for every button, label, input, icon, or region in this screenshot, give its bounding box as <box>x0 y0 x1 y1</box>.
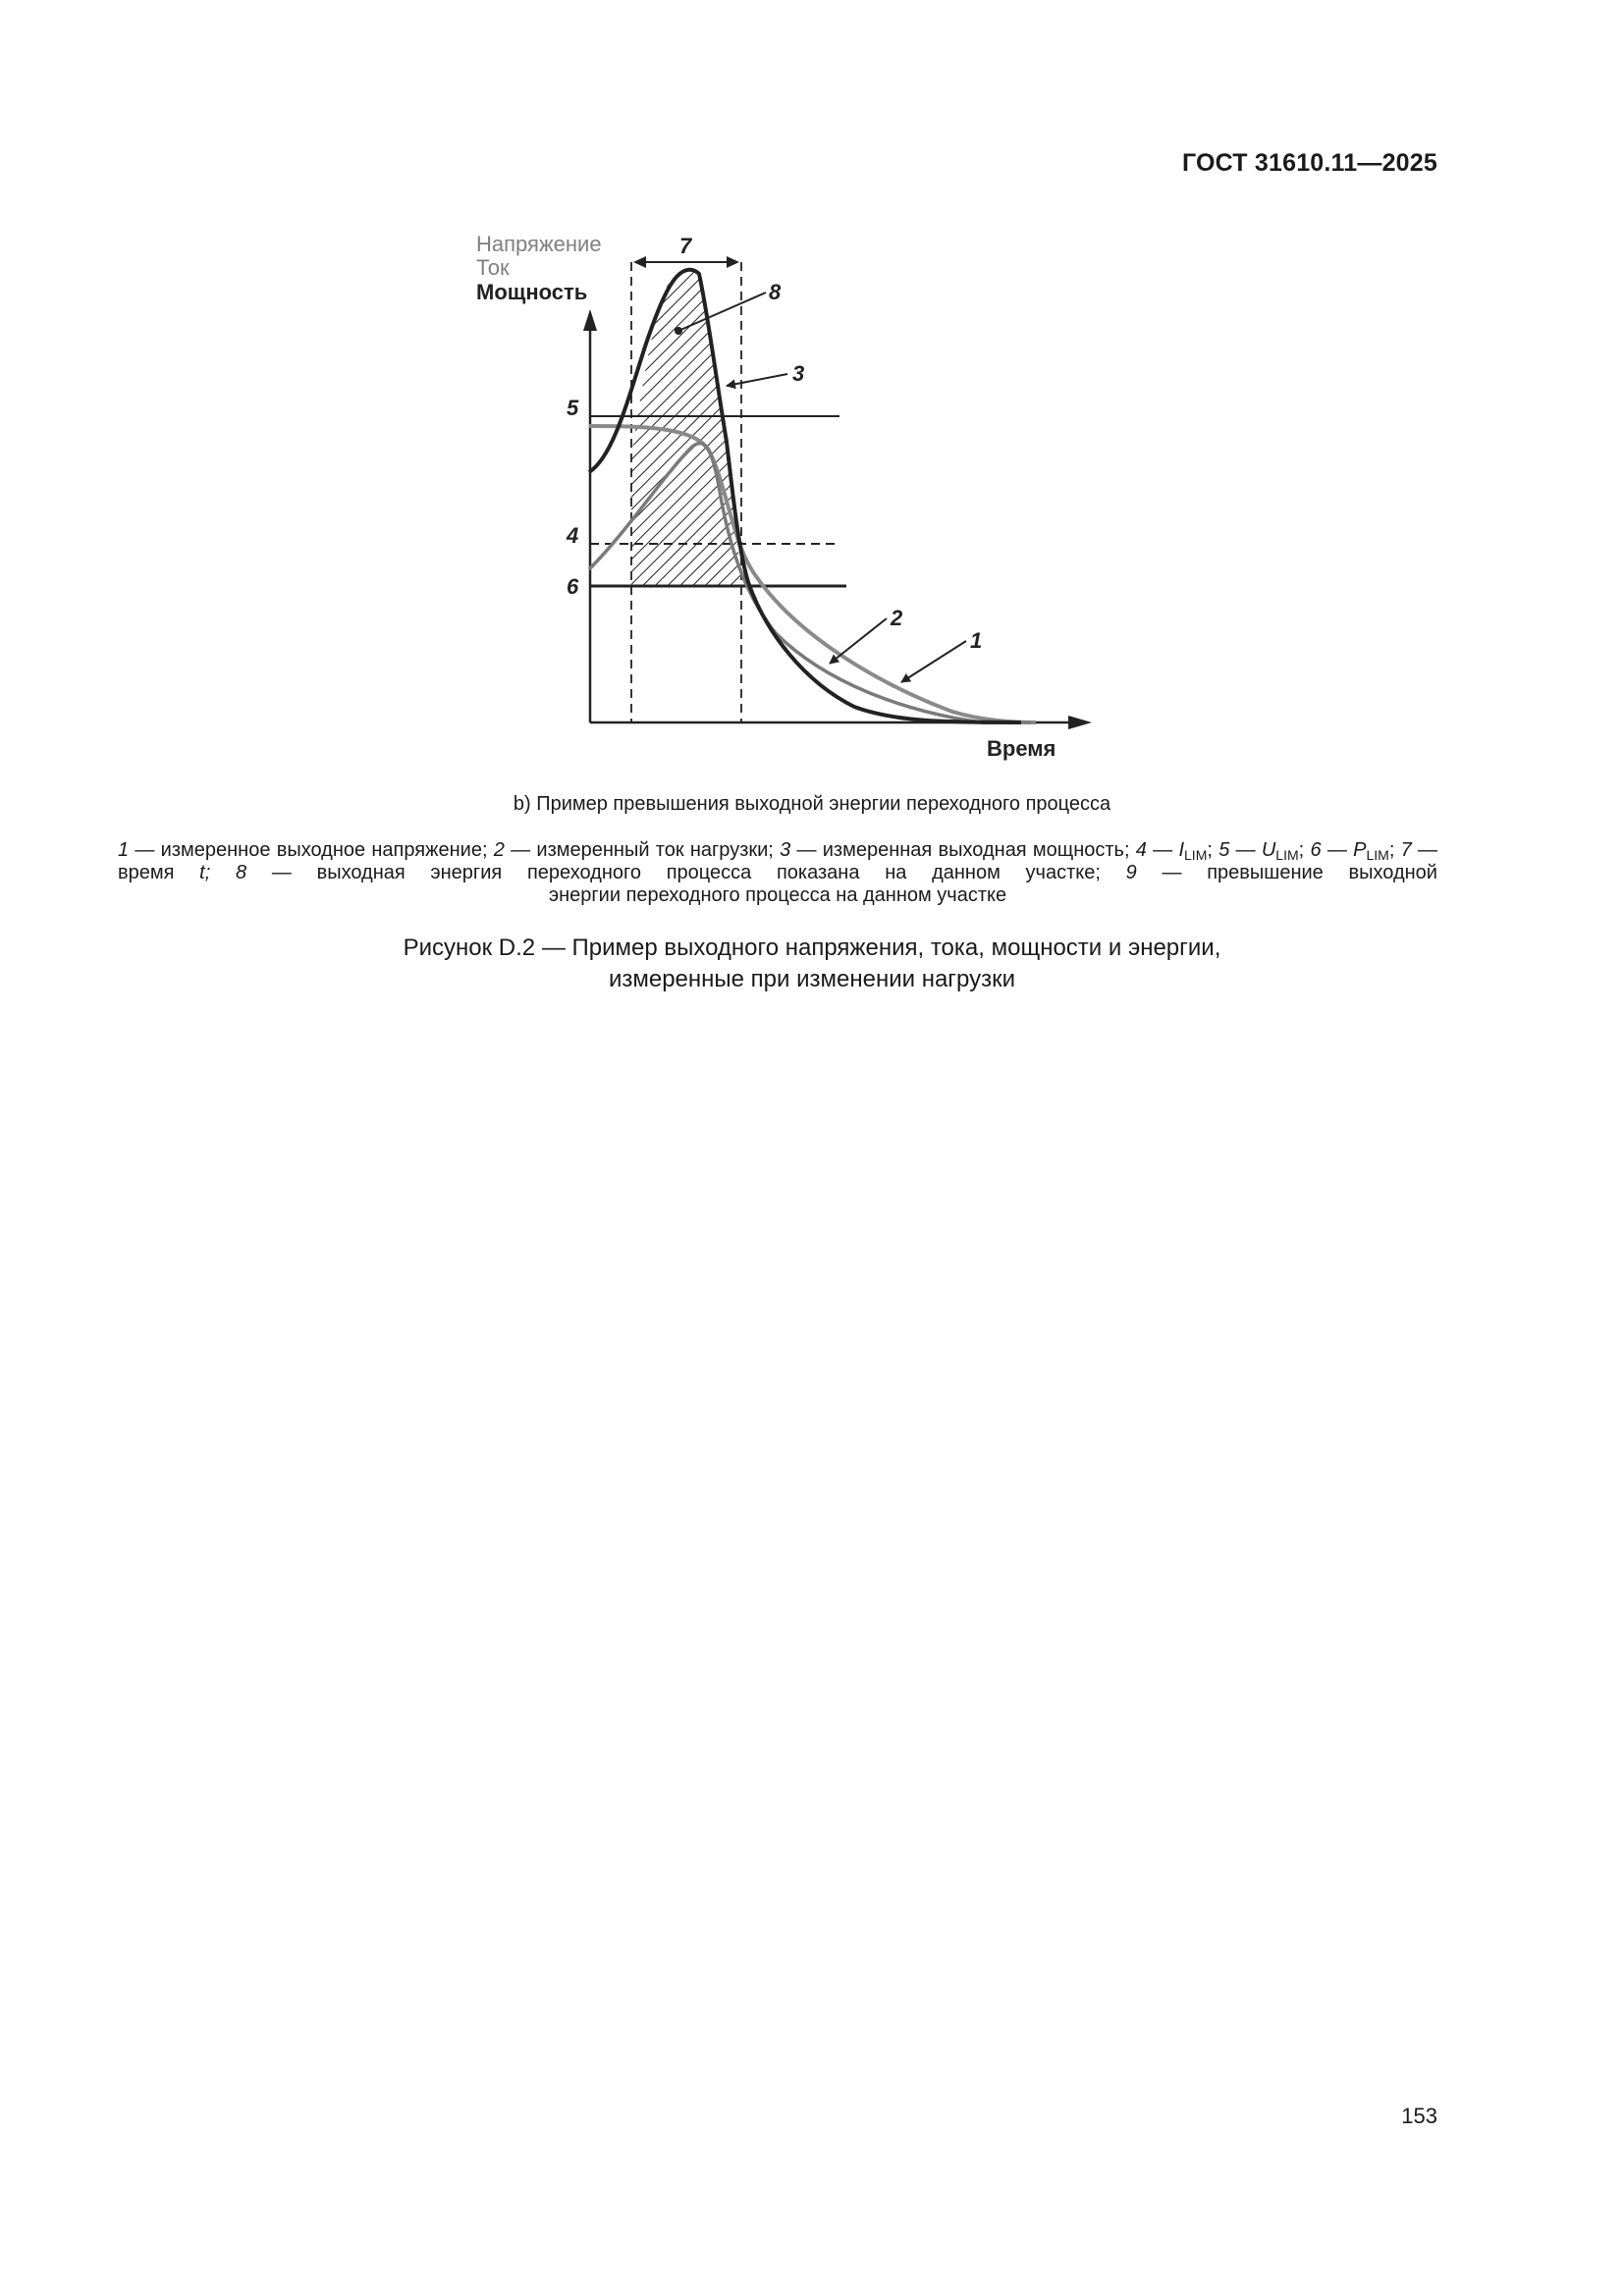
figure-sub-caption: b) Пример превышения выходной энергии переходного процесса <box>513 793 1111 815</box>
leader-1 <box>901 641 966 682</box>
legend-num-3: 3 <box>780 839 791 861</box>
figure-legend <box>118 839 1437 907</box>
legend-text-1: — измеренное выходное напряжение; <box>129 839 494 861</box>
figure-title <box>0 933 1624 995</box>
diagram-figure <box>432 221 1119 771</box>
legend-text-6b: ; <box>1388 839 1401 861</box>
marker-7-label: 7 <box>679 234 692 258</box>
legend-text-4: — <box>1146 839 1179 861</box>
legend-num-1: 1 <box>118 839 130 861</box>
legend-num-7: 7 <box>1400 839 1412 861</box>
y-axis-arrow <box>583 309 597 331</box>
legend-num-8: 8 <box>210 862 247 883</box>
legend-p-subscript: LIM <box>1366 847 1389 863</box>
legend-i-symbol: I <box>1178 839 1185 861</box>
legend-text-9: — превышение выходной <box>1136 862 1437 883</box>
legend-text-8: — выходная энергия переходного процесса показана на данном участке; <box>246 862 1126 883</box>
legend-text-5: — <box>1229 839 1262 861</box>
legend-u-symbol: U <box>1261 839 1276 861</box>
legend-last-line: энергии переходного процесса на данном участке <box>548 884 1007 906</box>
y-label-voltage: Напряжение <box>476 232 602 256</box>
y-label-current: Ток <box>476 255 510 280</box>
marker-5-label: 5 <box>567 396 579 420</box>
leader-2 <box>830 618 887 664</box>
marker-6-label: 6 <box>567 574 579 599</box>
legend-u-subscript: LIM <box>1275 847 1299 863</box>
interval-arrow-right-head <box>727 256 739 268</box>
legend-text-6: — <box>1321 839 1354 861</box>
marker-1-label: 1 <box>970 628 983 653</box>
legend-text-5b: ; <box>1298 839 1311 861</box>
legend-i-subscript: LIM <box>1184 847 1208 863</box>
legend-text-4b: ; <box>1207 839 1219 861</box>
marker-4-label: 4 <box>567 523 579 548</box>
figure-title-line-2: измеренные при изменении нагрузки <box>608 966 1016 992</box>
document-code: ГОСТ 31610.11—2025 <box>1181 149 1437 177</box>
x-label-time: Время <box>987 736 1056 761</box>
figure-title-line-1: Рисунок D.2 — Пример выходного напряжения, тока, мощности и энергии, <box>403 934 1221 961</box>
leader-8-dot <box>675 327 682 335</box>
legend-num-6: 6 <box>1310 839 1322 861</box>
marker-8-label: 8 <box>769 280 782 304</box>
marker-3-label: 3 <box>792 361 805 386</box>
legend-text-3: — измеренная выходная мощность; <box>790 839 1136 861</box>
legend-num-4: 4 <box>1135 839 1147 861</box>
legend-t-symbol: t; <box>199 862 211 883</box>
legend-num-2: 2 <box>493 839 505 861</box>
legend-text-7: — время <box>118 839 1438 883</box>
x-axis-arrow <box>1068 716 1092 729</box>
leader-3 <box>727 374 787 386</box>
interval-arrow-left-head <box>633 256 646 268</box>
legend-num-9: 9 <box>1125 862 1137 883</box>
legend-p-symbol: P <box>1353 839 1367 861</box>
y-label-power: Мощность <box>476 280 588 304</box>
legend-num-5: 5 <box>1218 839 1230 861</box>
diagram-svg <box>432 221 1119 771</box>
marker-2-label: 2 <box>891 606 903 630</box>
legend-text-2: — измеренный ток нагрузки; <box>504 839 781 861</box>
page-number: 153 <box>1401 2104 1437 2128</box>
